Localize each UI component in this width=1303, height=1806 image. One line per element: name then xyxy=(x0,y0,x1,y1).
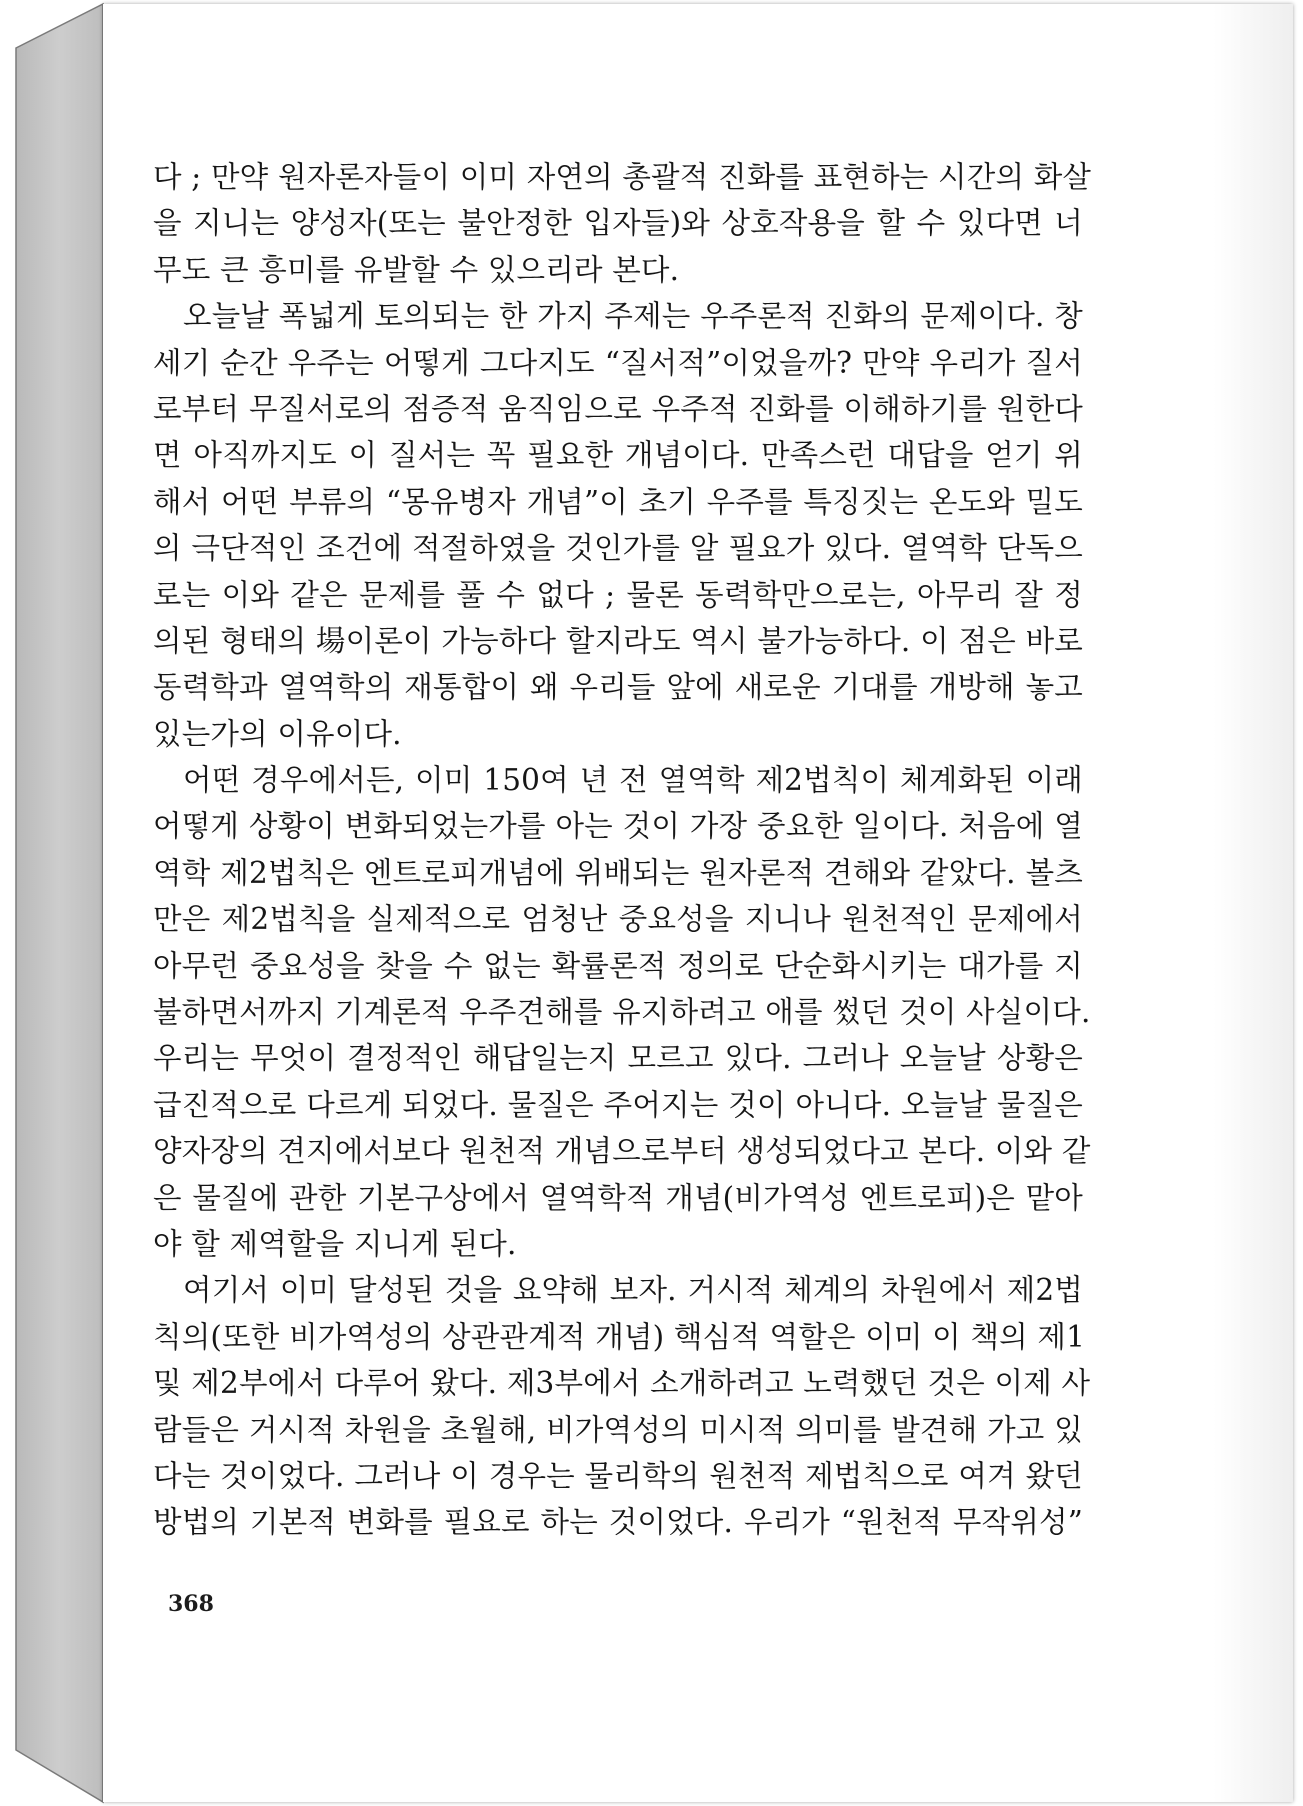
text-line: 의된 형태의 場이론이 가능하다 할지라도 역시 불가능하다. 이 점은 바로 xyxy=(153,623,1083,658)
text-line: 다는 것이었다. 그러나 이 경우는 물리학의 원천적 제법칙으로 여겨 왔던 xyxy=(153,1458,1083,1493)
text-line: 어떤 경우에서든, 이미 150여 년 전 열역학 제2법칙이 체계화된 이래 xyxy=(183,763,1083,798)
text-line: 로부터 무질서로의 점증적 움직임으로 우주적 진화를 이해하기를 원한다 xyxy=(153,391,1083,426)
text-line: 면 아직까지도 이 질서는 꼭 필요한 개념이다. 만족스런 대답을 얻기 위 xyxy=(153,438,1083,473)
paragraph-1 xyxy=(153,154,1092,293)
page-body-text xyxy=(153,154,1092,1546)
text-line: 방법의 기본적 변화를 필요로 하는 것이었다. 우리가 “원천적 무작위성” xyxy=(153,1505,1083,1540)
page-edge-shadow xyxy=(1213,4,1293,1802)
text-line: 동력학과 열역학의 재통합이 왜 우리들 앞에 새로운 기대를 개방해 놓고 xyxy=(153,670,1083,705)
text-line: 있는가의 이유이다. xyxy=(153,716,402,751)
text-line: 오늘날 폭넓게 토의되는 한 가지 주제는 우주론적 진화의 문제이다. 창 xyxy=(183,299,1083,334)
text-line: 은 물질에 관한 기본구상에서 열역학적 개념(비가역성 엔트로피)은 맡아 xyxy=(153,1180,1083,1215)
text-line: 무도 큰 흥미를 유발할 수 있으리라 본다. xyxy=(153,252,680,287)
paragraph-3 xyxy=(153,757,1091,1267)
text-line: 해서 어떤 부류의 “몽유병자 개념”이 초기 우주를 특징짓는 온도와 밀도 xyxy=(153,484,1083,519)
text-line: 아무런 중요성을 찾을 수 없는 확률론적 정의로 단순화시키는 대가를 지 xyxy=(153,948,1083,983)
text-line: 어떻게 상황이 변화되었는가를 아는 것이 가장 중요한 일이다. 처음에 열 xyxy=(153,809,1083,844)
text-line: 람들은 거시적 차원을 초월해, 비가역성의 미시적 의미를 발견해 가고 있 xyxy=(153,1412,1083,1447)
text-line: 다 ; 만약 원자론자들이 이미 자연의 총괄적 진화를 표현하는 시간의 화살 xyxy=(153,160,1092,194)
text-line: 급진적으로 다르게 되었다. 물질은 주어지는 것이 아니다. 오늘날 물질은 xyxy=(153,1087,1083,1122)
paragraph-2 xyxy=(153,293,1083,757)
text-line: 여기서 이미 달성된 것을 요약해 보자. 거시적 체계의 차원에서 제2법 xyxy=(183,1273,1083,1308)
text-line: 을 지니는 양성자(또는 불안정한 입자들)와 상호작용을 할 수 있다면 너 xyxy=(153,206,1083,241)
text-line: 양자장의 견지에서보다 원천적 개념으로부터 생성되었다고 본다. 이와 같 xyxy=(153,1134,1091,1169)
text-line: 칙의(또한 비가역성의 상관관계적 개념) 핵심적 역할은 이미 이 책의 제1 xyxy=(153,1319,1086,1354)
text-line: 세기 순간 우주는 어떻게 그다지도 “질서적”이었을까? 만약 우리가 질서 xyxy=(153,345,1083,380)
page-number: 368 xyxy=(168,1591,214,1617)
text-line: 만은 제2법칙을 실제적으로 엄청난 중요성을 지니나 원천적인 문제에서 xyxy=(153,902,1083,937)
text-line: 및 제2부에서 다루어 왔다. 제3부에서 소개하려고 노력했던 것은 이제 사 xyxy=(153,1366,1091,1401)
text-line: 우리는 무엇이 결정적인 해답일는지 모르고 있다. 그러나 오늘날 상황은 xyxy=(153,1041,1083,1076)
text-line: 역학 제2법칙은 엔트로피개념에 위배되는 원자론적 견해와 같았다. 볼츠 xyxy=(153,855,1083,890)
text-line: 의 극단적인 조건에 적절하였을 것인가를 알 필요가 있다. 열역학 단독으 xyxy=(153,531,1083,566)
text-line: 불하면서까지 기계론적 우주견해를 유지하려고 애를 썼던 것이 사실이다. xyxy=(153,995,1091,1030)
text-line: 야 할 제역할을 지니게 된다. xyxy=(153,1226,517,1261)
text-line: 로는 이와 같은 문제를 풀 수 없다 ; 물론 동력학만으로는, 아무리 잘 정 xyxy=(153,577,1083,612)
paragraph-4 xyxy=(153,1267,1091,1545)
